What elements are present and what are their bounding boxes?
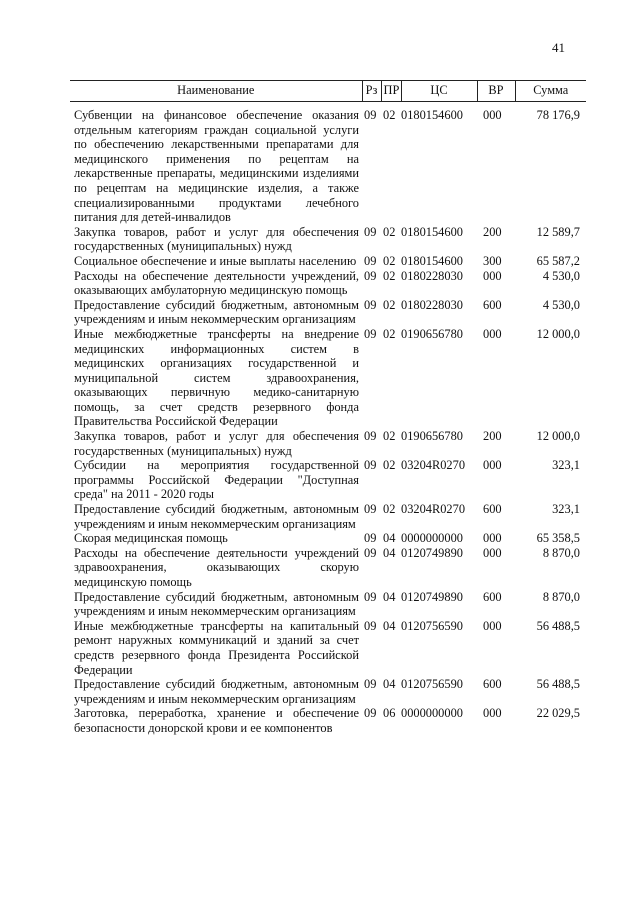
row-cs: 0000000000	[401, 706, 463, 721]
row-name: Предоставление субсидий бюджетным, автономным учреждениям и иным некоммерческим организациям	[74, 589, 359, 619]
row-pr: 04	[383, 677, 396, 692]
row-pr: 02	[383, 297, 396, 312]
row-rz: 09	[364, 253, 377, 268]
row-pr: 02	[383, 224, 396, 239]
row-sum: 65 587,2	[536, 253, 580, 268]
row-cs: 0180228030	[401, 268, 463, 283]
row-rz: 09	[364, 268, 377, 283]
row-name: Скорая медицинская помощь	[74, 531, 228, 546]
row-vr: 200	[483, 224, 502, 239]
row-rz: 09	[364, 677, 377, 692]
table-row	[70, 531, 586, 546]
row-pr: 04	[383, 531, 396, 546]
row-rz: 09	[364, 458, 377, 473]
row-rz: 09	[364, 618, 377, 633]
row-cs: 03204R0270	[401, 502, 466, 517]
row-rz: 09	[364, 108, 377, 122]
row-rz: 09	[364, 706, 377, 721]
row-rz: 09	[364, 502, 377, 517]
table-row	[70, 254, 586, 269]
row-vr: 300	[483, 253, 502, 268]
row-name: Предоставление субсидий бюджетным, автономным учреждениям и иным некоммерческим организациям	[74, 297, 359, 327]
table-row	[70, 458, 586, 502]
row-sum: 22 029,5	[536, 706, 580, 721]
row-sum: 8 870,0	[542, 545, 580, 560]
table-row	[70, 102, 586, 225]
row-vr: 000	[483, 545, 502, 560]
row-vr: 600	[483, 589, 502, 604]
row-vr: 600	[483, 297, 502, 312]
row-cs: 03204R0270	[401, 458, 466, 473]
header-pr: ПР	[381, 81, 401, 102]
table-header-row	[70, 81, 586, 102]
row-vr: 000	[483, 326, 502, 341]
row-pr: 02	[383, 268, 396, 283]
row-sum: 12 000,0	[536, 326, 580, 341]
row-name: Расходы на обеспечение деятельности учреждений здравоохранения, оказывающих скорую медицинскую помощь	[74, 545, 359, 589]
row-name: Предоставление субсидий бюджетным, автономным учреждениям и иным некоммерческим организациям	[74, 502, 359, 531]
table-row	[70, 269, 586, 298]
row-name: Субсидии на мероприятия государственной программы Российской Федерации "Доступная среда" на 2011 - 2020 годы	[74, 458, 359, 502]
budget-table	[70, 80, 586, 736]
row-vr: 000	[483, 531, 502, 546]
row-sum: 65 358,5	[536, 531, 580, 546]
table-row	[70, 298, 586, 327]
row-sum: 4 530,0	[542, 297, 580, 312]
row-vr: 000	[483, 458, 502, 473]
table-row	[70, 502, 586, 531]
row-pr: 02	[383, 502, 396, 517]
row-pr: 04	[383, 618, 396, 633]
row-cs: 0120749890	[401, 589, 463, 604]
row-rz: 09	[364, 531, 377, 546]
row-pr: 02	[383, 108, 396, 122]
row-sum: 8 870,0	[542, 589, 580, 604]
row-pr: 04	[383, 545, 396, 560]
row-rz: 09	[364, 589, 377, 604]
row-cs: 0000000000	[401, 531, 463, 546]
row-cs: 0190656780	[401, 326, 463, 341]
row-rz: 09	[364, 297, 377, 312]
row-sum: 56 488,5	[536, 618, 580, 633]
row-cs: 0180228030	[401, 297, 463, 312]
row-vr: 000	[483, 108, 502, 122]
header-sum: Сумма	[515, 81, 586, 102]
row-name: Заготовка, переработка, хранение и обеспечение безопасности донорской крови и ее компонентов	[74, 706, 359, 735]
row-pr: 02	[383, 429, 396, 444]
row-pr: 02	[383, 326, 396, 341]
header-vr: ВР	[477, 81, 515, 102]
table-row	[70, 327, 586, 429]
table-row	[70, 546, 586, 590]
table-row	[70, 677, 586, 706]
row-vr: 000	[483, 706, 502, 721]
row-name: Иные межбюджетные трансферты на внедрение медицинских информационных систем в медицинских организациях государственной и муниципальной систем здравоохранения, оказывающих первичную медико-санитарную помощь, за счет средств резервного фонда Правительства Российской Федерации	[74, 326, 359, 429]
row-rz: 09	[364, 429, 377, 444]
table-row	[70, 590, 586, 619]
page-number: 41	[552, 40, 565, 55]
table-row	[70, 429, 586, 458]
row-rz: 09	[364, 326, 377, 341]
row-cs: 0120749890	[401, 545, 463, 560]
row-vr: 200	[483, 429, 502, 444]
table-row	[70, 225, 586, 254]
row-cs: 0120756590	[401, 677, 463, 692]
row-pr: 02	[383, 253, 396, 268]
table-row	[70, 619, 586, 677]
row-sum: 78 176,9	[536, 108, 580, 122]
row-rz: 09	[364, 224, 377, 239]
row-name: Иные межбюджетные трансферты на капитальный ремонт наружных коммуникаций и зданий за счет средств резервного фонда Президента Российской Федерации	[74, 618, 359, 677]
row-sum: 323,1	[552, 502, 580, 517]
row-cs: 0180154600	[401, 108, 463, 122]
row-pr: 02	[383, 458, 396, 473]
row-sum: 4 530,0	[542, 268, 580, 283]
row-sum: 12 000,0	[536, 429, 580, 444]
row-vr: 000	[483, 618, 502, 633]
table-row	[70, 706, 586, 735]
row-vr: 000	[483, 268, 502, 283]
row-rz: 09	[364, 545, 377, 560]
row-name: Расходы на обеспечение деятельности учреждений, оказывающих амбулаторную медицинскую помощь	[74, 268, 359, 298]
row-cs: 0190656780	[401, 429, 463, 444]
row-name: Субвенции на финансовое обеспечение оказания отдельным категориям граждан социальной услуги по обеспечению лекарственными препаратами для медицинского применения по рецептам на лекарственные препараты, медицинскими изделиями по рецептам на медицинские изделия, а также специализированными продуктами лечебного питания для детей-инвалидов	[74, 108, 359, 225]
row-cs: 0180154600	[401, 224, 463, 239]
row-vr: 600	[483, 502, 502, 517]
row-pr: 06	[383, 706, 396, 721]
row-name: Закупка товаров, работ и услуг для обеспечения государственных (муниципальных) нужд	[74, 224, 359, 254]
row-pr: 04	[383, 589, 396, 604]
row-sum: 12 589,7	[536, 224, 580, 239]
row-vr: 600	[483, 677, 502, 692]
header-cs: ЦС	[401, 81, 477, 102]
row-cs: 0120756590	[401, 618, 463, 633]
row-cs: 0180154600	[401, 253, 463, 268]
row-sum: 56 488,5	[536, 677, 580, 692]
row-name: Закупка товаров, работ и услуг для обеспечения государственных (муниципальных) нужд	[74, 429, 359, 458]
header-name: Наименование	[70, 81, 362, 102]
row-name: Предоставление субсидий бюджетным, автономным учреждениям и иным некоммерческим организациям	[74, 677, 359, 706]
row-sum: 323,1	[552, 458, 580, 473]
row-name: Социальное обеспечение и иные выплаты населению	[74, 253, 357, 268]
header-rz: Рз	[362, 81, 381, 102]
